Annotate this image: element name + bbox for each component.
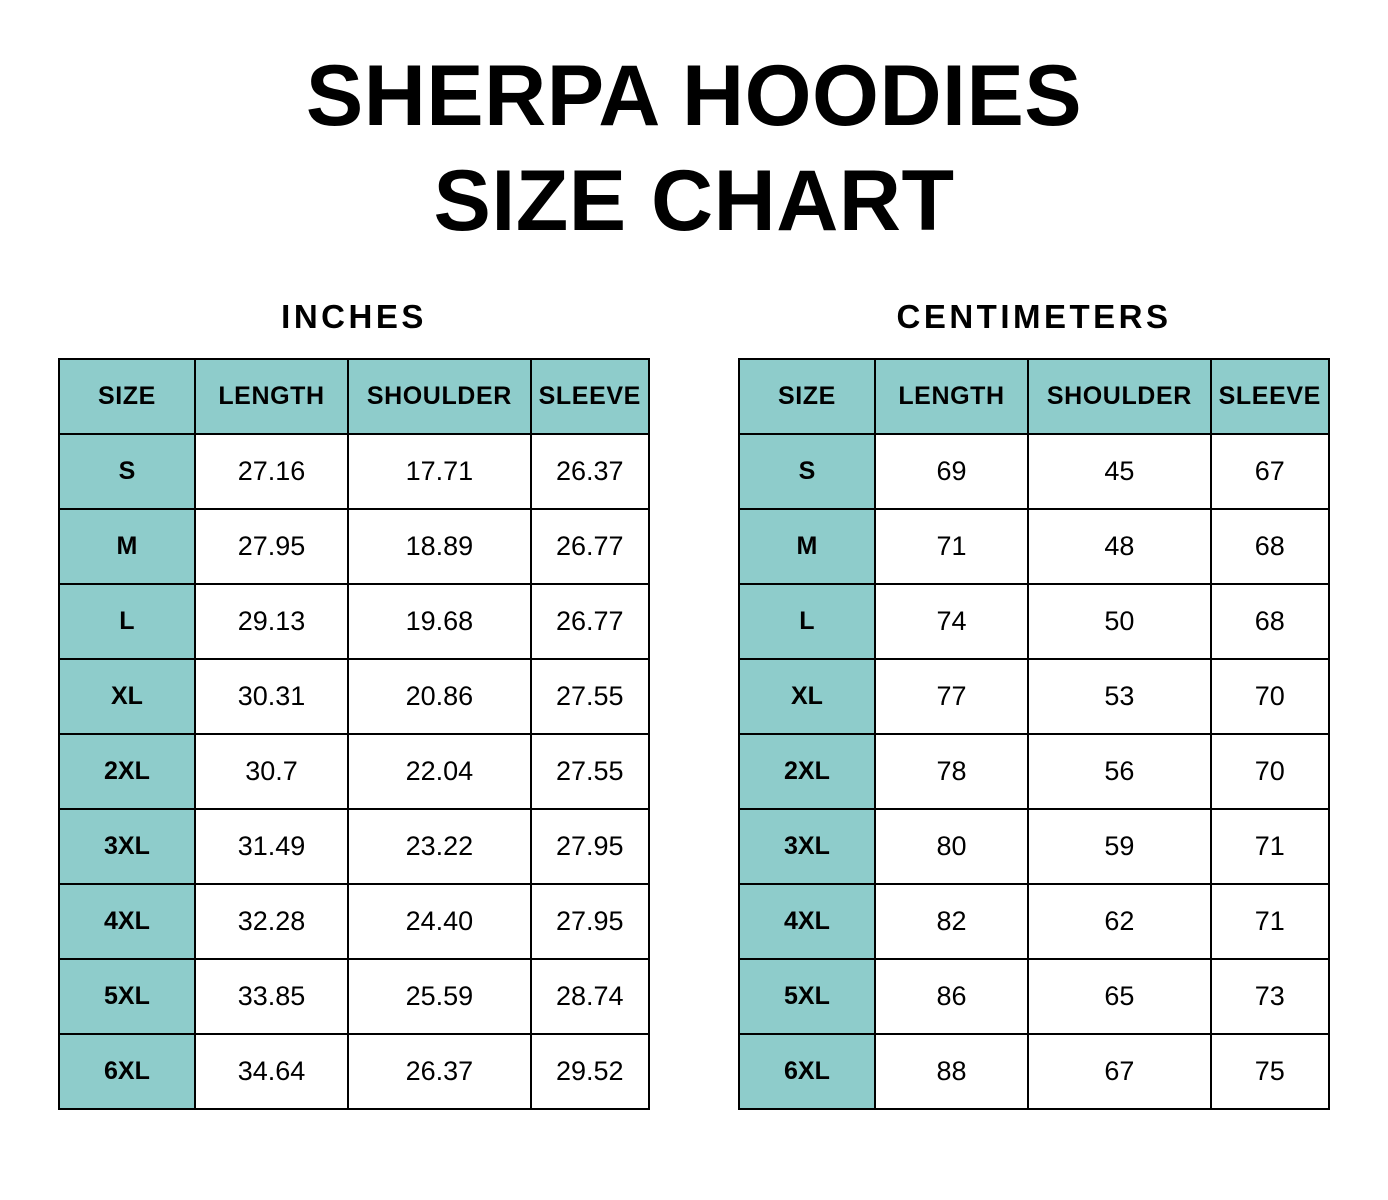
- cell-sleeve: 67: [1211, 434, 1329, 509]
- cell-shoulder: 22.04: [348, 734, 530, 809]
- cell-length: 77: [875, 659, 1028, 734]
- cell-sleeve: 68: [1211, 584, 1329, 659]
- cell-sleeve: 27.95: [531, 809, 649, 884]
- cell-size: 4XL: [59, 884, 195, 959]
- table-header-row: [739, 359, 1329, 434]
- cell-size: 6XL: [739, 1034, 875, 1109]
- table-row: [739, 584, 1329, 659]
- page-title-line-1: SHERPA HOODIES: [305, 48, 1083, 144]
- cell-size: 3XL: [739, 809, 875, 884]
- cell-size: 2XL: [59, 734, 195, 809]
- table-row: [739, 734, 1329, 809]
- table-row: [739, 659, 1329, 734]
- table-row: [59, 734, 649, 809]
- cell-shoulder: 20.86: [348, 659, 530, 734]
- centimeters-table-caption: CENTIMETERS: [896, 297, 1172, 335]
- table-row: [739, 809, 1329, 884]
- cell-size: 3XL: [59, 809, 195, 884]
- cell-length: 27.95: [195, 509, 348, 584]
- page-title: [0, 0, 1388, 254]
- cell-size: 5XL: [739, 959, 875, 1034]
- cell-shoulder: 18.89: [348, 509, 530, 584]
- cell-shoulder: 17.71: [348, 434, 530, 509]
- table-header-row: [59, 359, 649, 434]
- centimeters-size-table: [738, 358, 1330, 1110]
- cell-length: 31.49: [195, 809, 348, 884]
- cell-size: XL: [59, 659, 195, 734]
- column-header-shoulder: SHOULDER: [348, 359, 530, 434]
- table-row: [739, 1034, 1329, 1109]
- cell-size: M: [739, 509, 875, 584]
- centimeters-table-block: [738, 298, 1330, 1110]
- cell-shoulder: 19.68: [348, 584, 530, 659]
- cell-shoulder: 53: [1028, 659, 1210, 734]
- cell-size: 2XL: [739, 734, 875, 809]
- cell-sleeve: 68: [1211, 509, 1329, 584]
- centimeters-table-head: [739, 359, 1329, 434]
- table-row: [739, 884, 1329, 959]
- cell-length: 74: [875, 584, 1028, 659]
- cell-length: 88: [875, 1034, 1028, 1109]
- inches-size-table: [58, 358, 650, 1110]
- cell-length: 32.28: [195, 884, 348, 959]
- cell-length: 86: [875, 959, 1028, 1034]
- cell-length: 30.7: [195, 734, 348, 809]
- cell-shoulder: 50: [1028, 584, 1210, 659]
- cell-sleeve: 29.52: [531, 1034, 649, 1109]
- cell-sleeve: 26.77: [531, 509, 649, 584]
- cell-size: 5XL: [59, 959, 195, 1034]
- tables-container: [0, 298, 1388, 1110]
- cell-shoulder: 45: [1028, 434, 1210, 509]
- cell-shoulder: 65: [1028, 959, 1210, 1034]
- table-row: [59, 434, 649, 509]
- cell-size: M: [59, 509, 195, 584]
- table-row: [59, 659, 649, 734]
- table-row: [739, 434, 1329, 509]
- cell-shoulder: 56: [1028, 734, 1210, 809]
- cell-sleeve: 75: [1211, 1034, 1329, 1109]
- cell-length: 71: [875, 509, 1028, 584]
- column-header-size: SIZE: [59, 359, 195, 434]
- cell-length: 69: [875, 434, 1028, 509]
- cell-size: 4XL: [739, 884, 875, 959]
- cell-length: 27.16: [195, 434, 348, 509]
- table-row: [739, 959, 1329, 1034]
- page-title-line-2: SIZE CHART: [433, 152, 955, 249]
- table-row: [59, 884, 649, 959]
- cell-shoulder: 59: [1028, 809, 1210, 884]
- cell-size: S: [739, 434, 875, 509]
- cell-length: 33.85: [195, 959, 348, 1034]
- cell-shoulder: 67: [1028, 1034, 1210, 1109]
- cell-size: S: [59, 434, 195, 509]
- cell-sleeve: 71: [1211, 809, 1329, 884]
- cell-size: XL: [739, 659, 875, 734]
- cell-sleeve: 27.95: [531, 884, 649, 959]
- cell-length: 78: [875, 734, 1028, 809]
- cell-sleeve: 27.55: [531, 659, 649, 734]
- cell-length: 29.13: [195, 584, 348, 659]
- centimeters-table-body: [739, 434, 1329, 1109]
- cell-shoulder: 62: [1028, 884, 1210, 959]
- inches-table-body: [59, 434, 649, 1109]
- cell-sleeve: 27.55: [531, 734, 649, 809]
- table-row: [59, 584, 649, 659]
- table-row: [59, 959, 649, 1034]
- inches-table-caption: INCHES: [281, 297, 427, 335]
- table-row: [59, 509, 649, 584]
- cell-sleeve: 26.37: [531, 434, 649, 509]
- cell-shoulder: 48: [1028, 509, 1210, 584]
- cell-length: 80: [875, 809, 1028, 884]
- cell-sleeve: 26.77: [531, 584, 649, 659]
- column-header-sleeve: SLEEVE: [531, 359, 649, 434]
- cell-length: 30.31: [195, 659, 348, 734]
- table-row: [739, 509, 1329, 584]
- cell-sleeve: 71: [1211, 884, 1329, 959]
- cell-shoulder: 26.37: [348, 1034, 530, 1109]
- cell-sleeve: 70: [1211, 734, 1329, 809]
- cell-shoulder: 25.59: [348, 959, 530, 1034]
- cell-size: 6XL: [59, 1034, 195, 1109]
- table-row: [59, 809, 649, 884]
- cell-length: 82: [875, 884, 1028, 959]
- column-header-length: LENGTH: [875, 359, 1028, 434]
- cell-size: L: [739, 584, 875, 659]
- column-header-size: SIZE: [739, 359, 875, 434]
- table-row: [59, 1034, 649, 1109]
- column-header-sleeve: SLEEVE: [1211, 359, 1329, 434]
- cell-size: L: [59, 584, 195, 659]
- cell-length: 34.64: [195, 1034, 348, 1109]
- cell-sleeve: 73: [1211, 959, 1329, 1034]
- cell-sleeve: 70: [1211, 659, 1329, 734]
- inches-table-block: [58, 298, 650, 1110]
- column-header-length: LENGTH: [195, 359, 348, 434]
- cell-sleeve: 28.74: [531, 959, 649, 1034]
- inches-table-head: [59, 359, 649, 434]
- cell-shoulder: 24.40: [348, 884, 530, 959]
- column-header-shoulder: SHOULDER: [1028, 359, 1210, 434]
- cell-shoulder: 23.22: [348, 809, 530, 884]
